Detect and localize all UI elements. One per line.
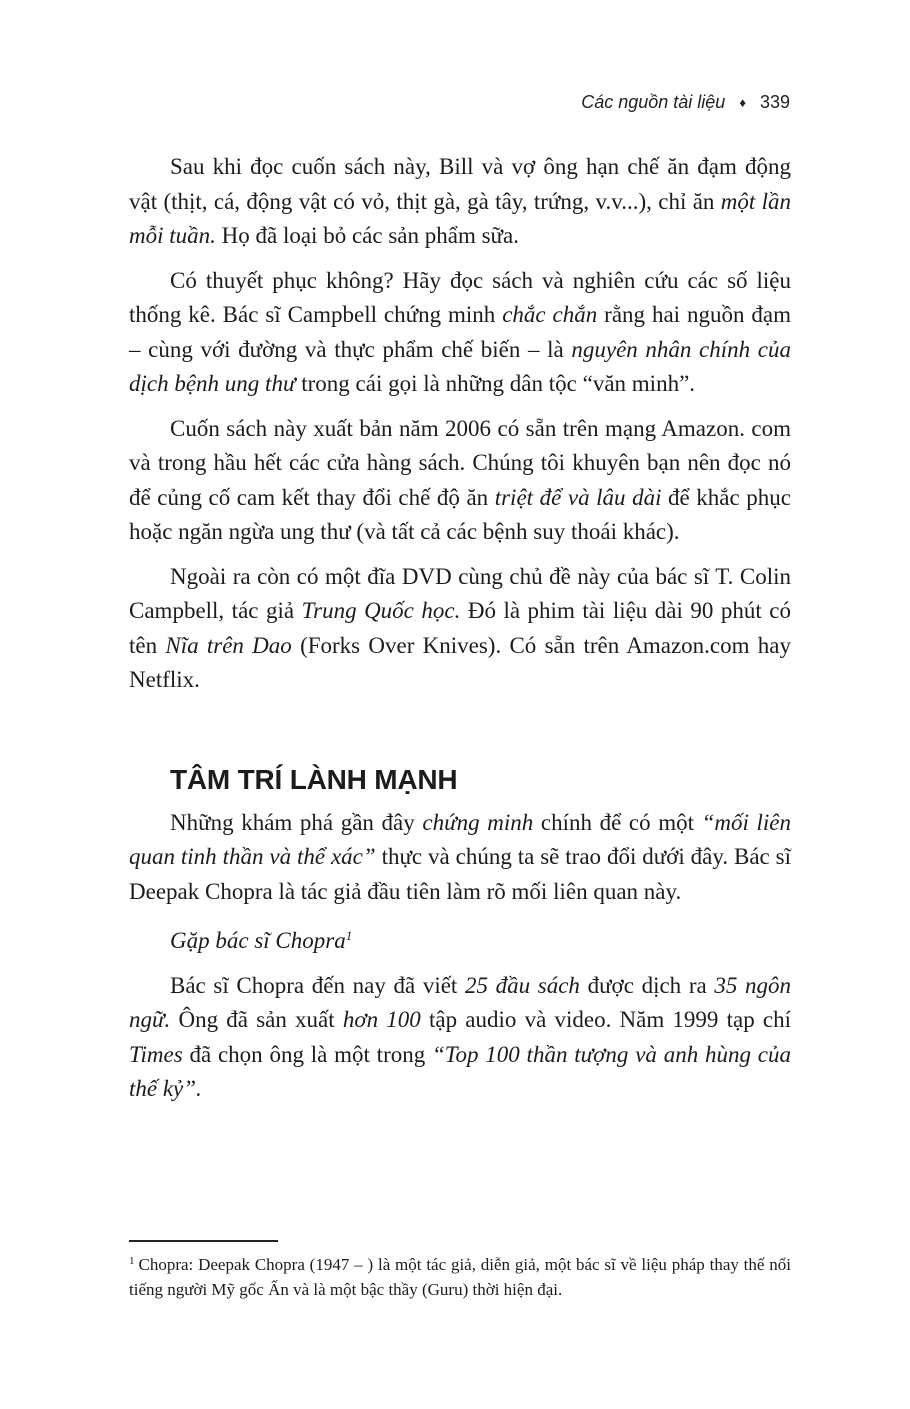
footnote-reference: 1	[345, 928, 353, 943]
text-run: đã chọn ông là một trong	[182, 1041, 433, 1067]
footnote	[129, 1249, 791, 1302]
text-run: để khắc phục hoặc ngăn ngừa ung thư (và tất cả các bệnh suy thoái khác).	[129, 484, 791, 544]
emphasis: Times	[129, 1041, 183, 1067]
subheading-text: Gặp bác sĩ Chopra	[170, 928, 346, 953]
paragraph-1	[129, 150, 791, 254]
diamond-separator-icon: ♦	[739, 94, 746, 110]
paragraph-2	[129, 264, 791, 402]
emphasis: chứng minh	[422, 809, 534, 835]
text-run: Đó là phim tài liệu dài 90 phút có tên	[129, 598, 791, 658]
emphasis: một lần mỗi tuần.	[129, 188, 792, 248]
footnote-divider	[129, 1240, 278, 1242]
footnote-text: Chopra: Deepak Chopra (1947 – ) là một tác giả, diễn giả, một bác sĩ về liệu pháp thay thế nổi tiếng người Mỹ gốc Ấn và là một bậc thầy (Guru) thời hiện đại.	[129, 1255, 791, 1299]
text-run: trong cái gọi là những dân tộc “văn minh”.	[295, 371, 696, 396]
emphasis: triệt để và lâu dài	[494, 484, 662, 510]
emphasis: “Top 100 thần tượng và anh hùng của thế kỷ”.	[129, 1041, 791, 1101]
paragraph-6	[129, 969, 791, 1107]
emphasis: “mối liên quan tinh thần và thể xác”	[129, 809, 792, 869]
text-run: (Forks Over Knives). Có sẵn trên Amazon.com hay Netflix.	[129, 632, 791, 692]
emphasis: 35 ngôn ngữ.	[129, 972, 791, 1032]
subheading	[129, 919, 791, 959]
text-run: Ngoài ra còn có một đĩa DVD cùng chủ đề này của bác sĩ T. Colin Campbell, tác giả	[129, 563, 791, 623]
paragraph-5	[129, 806, 791, 910]
text-run: Cuốn sách này xuất bản năm 2006 có sẵn trên mạng Amazon. com và trong hầu hết các cửa hàng sách. Chúng tôi khuyên bạn nên đọc nó để củng cố cam kết thay đổi chế độ ăn	[129, 415, 791, 510]
emphasis: 25 đầu sách	[464, 972, 580, 998]
section-heading: TÂM TRÍ LÀNH MẠNH	[170, 763, 458, 795]
text-run: Ông đã sản xuất	[170, 1007, 343, 1032]
running-header	[581, 88, 790, 116]
footnote-marker: 1	[129, 1255, 135, 1267]
text-run: Có thuyết phục không? Hãy đọc sách và nghiên cứu các số liệu thống kê. Bác sĩ Campbell chứng minh	[129, 267, 791, 327]
text-run: Bác sĩ Chopra đến nay đã viết	[170, 972, 465, 998]
emphasis: chắc chắn	[502, 302, 598, 327]
text-run: Sau khi đọc cuốn sách này, Bill và vợ ông hạn chế ăn đạm động vật (thịt, cá, động vật có vỏ, thịt gà, gà tây, trứng, v.v...), chỉ ăn	[129, 154, 791, 214]
text-run: thực và chúng ta sẽ trao đổi dưới đây. Bác sĩ Deepak Chopra là tác giả đầu tiên làm rõ mối liên quan này.	[129, 844, 791, 904]
emphasis: Trung Quốc học.	[301, 598, 461, 623]
text-run: Những khám phá gần đây	[170, 809, 423, 835]
page-number: 339	[759, 91, 790, 112]
text-run: Họ đã loại bỏ các sản phẩm sữa.	[215, 223, 519, 248]
paragraph-4	[129, 560, 791, 698]
text-run: chính để có một	[533, 809, 702, 835]
text-run: rằng hai nguồn đạm – cùng với đường và thực phẩm chế biến – là	[129, 302, 791, 362]
emphasis: Nĩa trên Dao	[165, 632, 292, 658]
paragraph-3	[129, 412, 791, 550]
page-body	[129, 150, 791, 1117]
emphasis: hơn 100	[342, 1007, 421, 1032]
text-run: được dịch ra	[579, 972, 715, 998]
emphasis: nguyên nhân chính của dịch bệnh ung thư	[129, 336, 791, 396]
text-run: tập audio và video. Năm 1999 tạp chí	[420, 1007, 791, 1032]
running-title: Các nguồn tài liệu	[581, 91, 726, 112]
